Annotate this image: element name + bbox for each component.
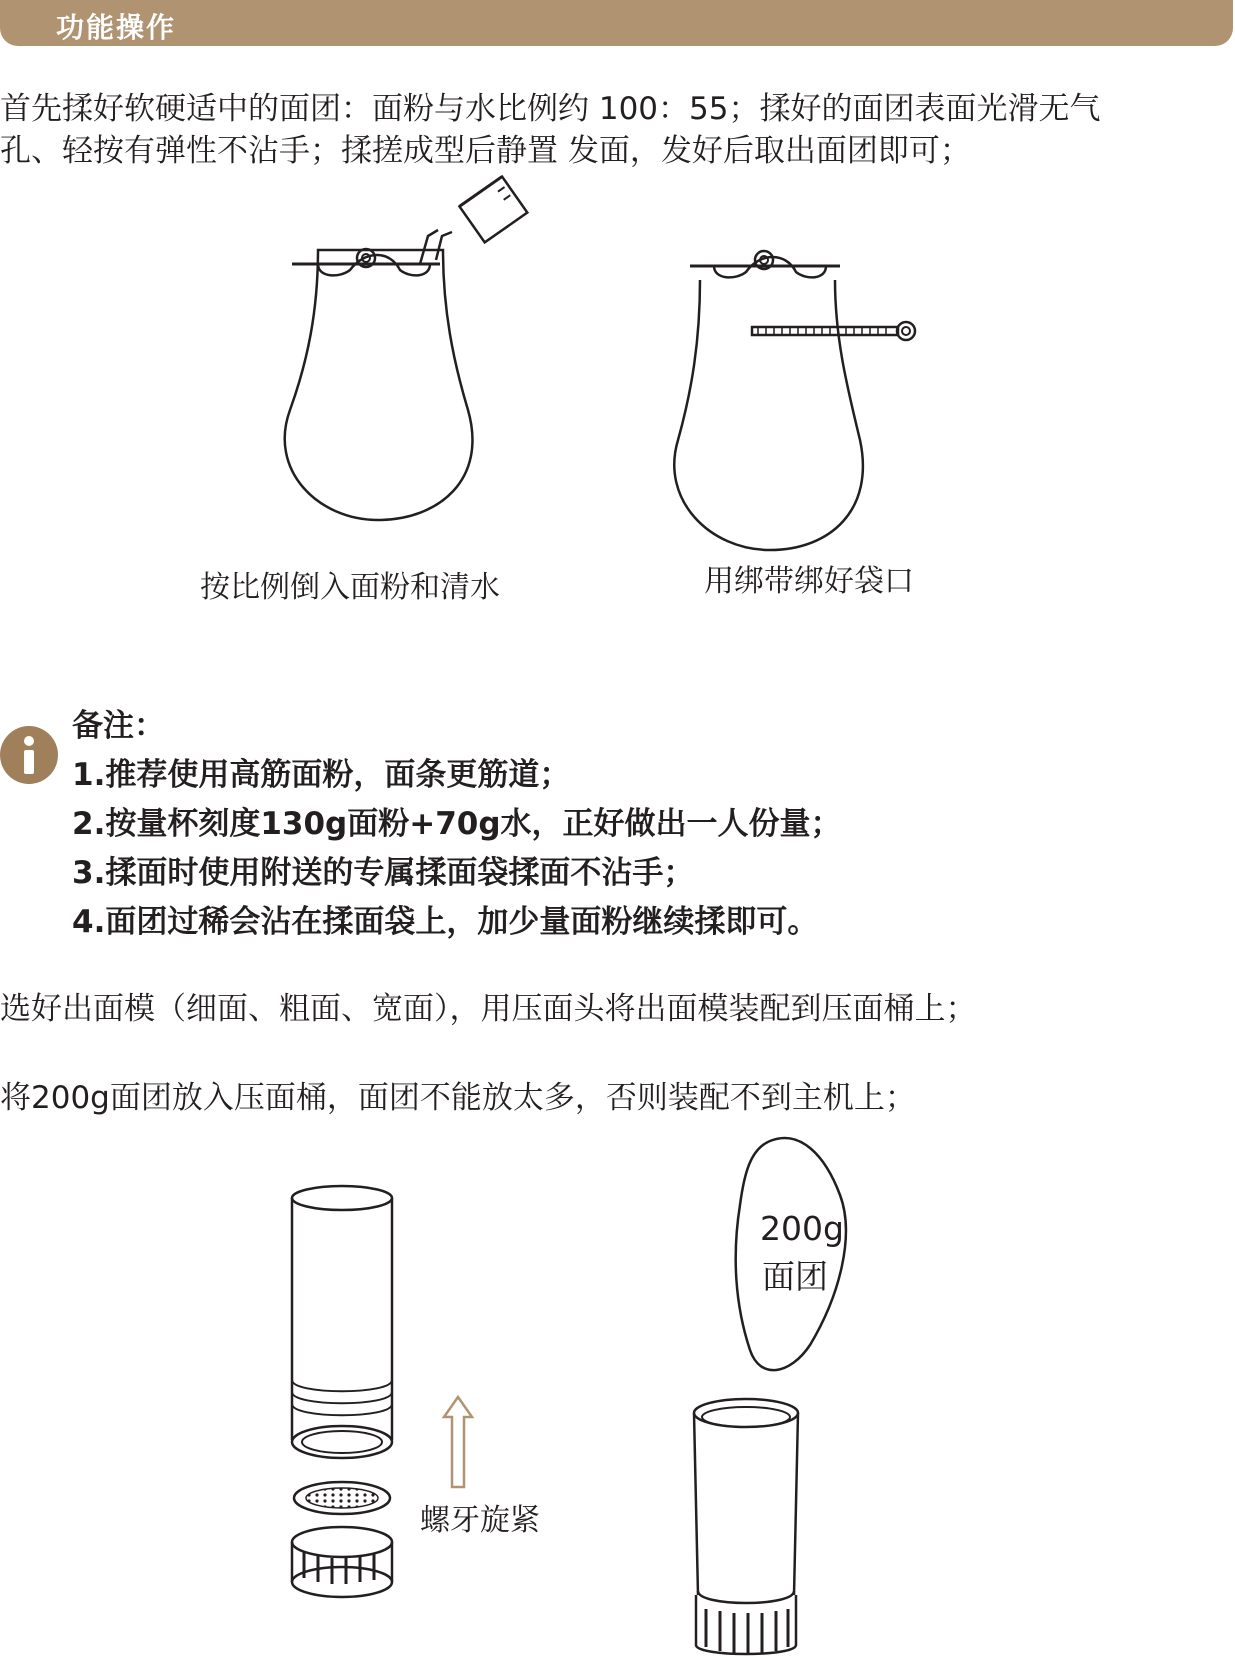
pour-bag-illustration [270, 190, 540, 535]
note-item: 3.揉面时使用附送的专属揉面袋揉面不沾手； [72, 855, 695, 891]
info-icon [0, 726, 58, 784]
barrel-assembly-illustration [290, 1180, 440, 1600]
tie-caption: 用绑带绑好袋口 [704, 564, 914, 599]
section-header [0, 0, 1233, 46]
intro-line-2: 孔、轻按有弹性不沾手；揉搓成型后静置 发面，发好后取出面团即可； [0, 133, 971, 169]
press-barrel-illustration [690, 1395, 810, 1655]
screw-caption: 螺牙旋紧 [420, 1503, 540, 1538]
notes-block [72, 702, 842, 947]
section-title: 功能操作 [56, 11, 177, 44]
dough-weight: 200g [760, 1209, 844, 1248]
step-mold: 选好出面模（细面、粗面、宽面），用压面头将出面模装配到压面桶上； [0, 991, 977, 1027]
dough-label: 面团 [762, 1257, 828, 1296]
tie-bag-illustration [670, 240, 950, 550]
pour-caption: 按比例倒入面粉和清水 [200, 570, 500, 605]
note-item: 2.按量杯刻度130g面粉+70g水，正好做出一人份量； [72, 806, 842, 842]
intro-line-1: 首先揉好软硬适中的面团：面粉与水比例约 100：55；揉好的面团表面光滑无气 [0, 91, 1101, 127]
note-item: 4.面团过稀会沾在揉面袋上，加少量面粉继续揉即可。 [72, 904, 819, 940]
arrow-up-icon [440, 1395, 476, 1490]
notes-title: 备注： [72, 708, 165, 744]
step-load: 将200g面团放入压面桶，面团不能放太多，否则装配不到主机上； [0, 1080, 916, 1116]
note-item: 1.推荐使用高筋面粉，面条更筋道； [72, 757, 571, 793]
